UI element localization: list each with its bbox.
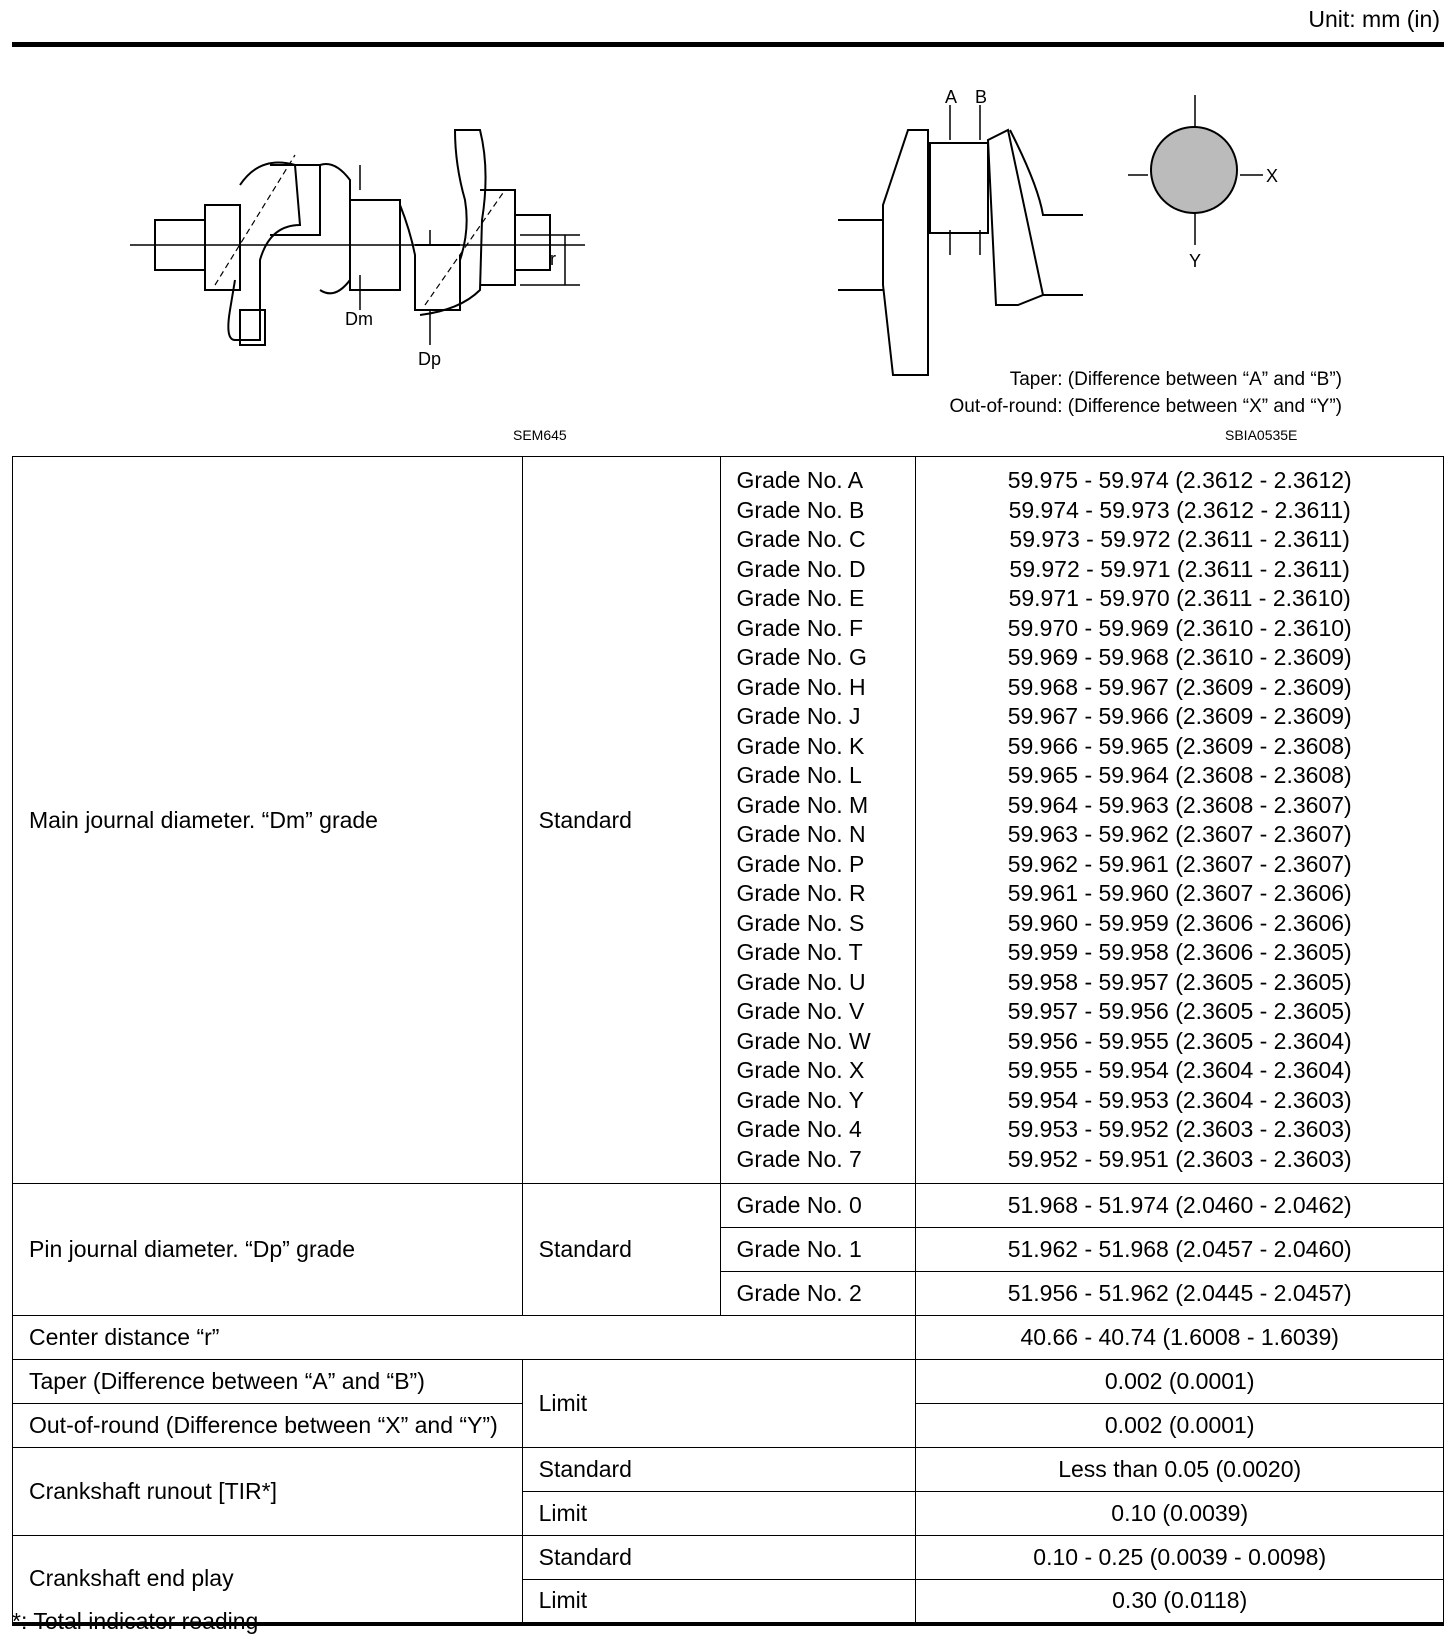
main-grade-label: Grade No. 7 [736,1145,862,1172]
footnote: *: Total indicator reading [12,1608,259,1634]
label-dp: Dp [418,349,442,369]
table-row [13,1316,1444,1360]
main-grade-label: Grade No. D [736,555,866,582]
runout-standard-value: Less than 0.05 (0.0020) [916,1448,1444,1492]
right-figure-caption: SBIA0535E [1225,427,1298,443]
runout-label: Crankshaft runout [TIR*] [13,1448,523,1536]
main-grade-value: 59.952 - 59.951 (2.3603 - 2.3603) [1007,1145,1352,1172]
note-taper: Taper: (Difference between “A” and “B”) [1009,369,1342,390]
pin-grade-0: Grade No. 0 [720,1184,916,1228]
main-journal-values [916,457,1444,1184]
main-grade-label: Grade No. M [736,791,869,818]
table-row [13,457,1444,1184]
table-row [13,1184,1444,1228]
table-row [13,1360,1444,1404]
center-distance-value: 40.66 - 40.74 (1.6008 - 1.6039) [916,1316,1444,1360]
main-grade-value: 59.971 - 59.970 (2.3611 - 2.3610) [1008,585,1351,611]
taper-label: Taper (Difference between “A” and “B”) [13,1360,523,1404]
out-of-round-value: 0.002 (0.0001) [916,1404,1444,1448]
label-x: X [1266,166,1279,186]
note-out-of-round: Out-of-round: (Difference between “X” and “Y”) [949,396,1342,417]
center-distance-label: Center distance “r” [13,1316,916,1360]
end-play-limit-value: 0.30 (0.0118) [916,1580,1444,1624]
main-grade-label: Grade No. L [736,762,862,788]
pin-grade-1: Grade No. 1 [720,1228,916,1272]
main-grade-value: 59.955 - 59.954 (2.3604 - 2.3604) [1007,1057,1352,1083]
main-grade-label: Grade No. F [736,614,864,641]
crankshaft-diagram [120,110,640,400]
main-grade-label: Grade No. J [736,703,861,729]
main-grade-value: 59.972 - 59.971 (2.3611 - 2.3611) [1009,555,1350,582]
main-grade-value: 59.961 - 59.960 (2.3607 - 2.3606) [1007,880,1352,906]
pin-value-1: 51.962 - 51.968 (2.0457 - 2.0460) [916,1228,1444,1272]
main-grade-label: Grade No. H [736,673,866,700]
pin-value-2: 51.956 - 51.962 (2.0445 - 2.0457) [916,1272,1444,1316]
table-row [13,1536,1444,1580]
crankshaft-spec-table [12,456,1444,1626]
main-grade-label: Grade No. X [736,1057,865,1083]
label-b: B [975,87,988,107]
table-row [13,1448,1444,1492]
taper-oor-limit-label: Limit [522,1360,916,1448]
main-grade-value: 59.962 - 59.961 (2.3607 - 2.3607) [1007,850,1352,877]
main-grade-label: Grade No. E [736,585,865,611]
label-a: A [945,87,958,107]
main-grade-label: Grade No. V [736,998,865,1024]
figure-note [880,366,1342,420]
main-grade-value: 59.953 - 59.952 (2.3603 - 2.3603) [1007,1116,1352,1142]
top-rule [12,42,1444,47]
end-play-standard-label: Standard [522,1536,916,1580]
main-grade-label: Grade No. K [736,732,865,759]
main-grade-value: 59.975 - 59.974 (2.3612 - 2.3612) [1007,467,1352,493]
label-dm: Dm [345,309,373,329]
label-r: r [550,249,556,269]
end-play-limit-label: Limit [522,1580,916,1624]
main-grade-label: Grade No. N [736,821,866,847]
main-grade-label: Grade No. Y [736,1086,864,1113]
main-grade-label: Grade No. R [736,880,866,906]
main-grade-label: Grade No. S [736,909,865,936]
main-grade-value: 59.954 - 59.953 (2.3604 - 2.3603) [1007,1086,1352,1113]
pin-journal-condition: Standard [522,1184,720,1316]
label-y: Y [1189,251,1202,271]
main-grade-value: 59.968 - 59.967 (2.3609 - 2.3609) [1007,673,1352,700]
pin-journal-label: Pin journal diameter. “Dp” grade [13,1184,523,1316]
taper-value: 0.002 (0.0001) [916,1360,1444,1404]
main-grade-value: 59.957 - 59.956 (2.3605 - 2.3605) [1007,998,1352,1024]
main-grade-value: 59.966 - 59.965 (2.3609 - 2.3608) [1007,732,1352,759]
main-journal-label: Main journal diameter. “Dm” grade [13,457,523,1184]
main-grade-label: Grade No. A [736,467,864,493]
unit-label: Unit: mm (in) [1308,6,1440,32]
out-of-round-label: Out-of-round (Difference between “X” and “Y”) [13,1404,523,1448]
main-grade-value: 59.970 - 59.969 (2.3610 - 2.3610) [1007,614,1352,641]
main-grade-value: 59.964 - 59.963 (2.3608 - 2.3607) [1007,791,1352,818]
end-play-standard-value: 0.10 - 0.25 (0.0039 - 0.0098) [916,1536,1444,1580]
main-grade-label: Grade No. C [736,526,866,552]
runout-limit-value: 0.10 (0.0039) [916,1492,1444,1536]
main-grade-value: 59.963 - 59.962 (2.3607 - 2.3607) [1007,821,1352,847]
main-grade-label: Grade No. B [736,496,865,523]
main-grade-value: 59.967 - 59.966 (2.3609 - 2.3609) [1007,703,1352,729]
main-journal-grades [720,457,916,1184]
main-journal-condition: Standard [522,457,720,1184]
main-grade-label: Grade No. U [736,968,866,995]
left-figure-caption: SEM645 [513,427,567,443]
main-grade-value: 59.959 - 59.958 (2.3606 - 2.3605) [1007,939,1352,965]
main-grade-value: 59.973 - 59.972 (2.3611 - 2.3611) [1009,526,1350,552]
runout-standard-label: Standard [522,1448,916,1492]
end-play-label: Crankshaft end play [13,1536,523,1624]
main-grade-label: Grade No. 4 [736,1116,862,1142]
main-grade-label: Grade No. G [736,644,867,670]
main-grade-label: Grade No. P [736,850,865,877]
main-grade-value: 59.956 - 59.955 (2.3605 - 2.3604) [1007,1027,1352,1054]
pin-value-0: 51.968 - 51.974 (2.0460 - 2.0462) [916,1184,1444,1228]
main-grade-value: 59.974 - 59.973 (2.3612 - 2.3611) [1008,496,1351,523]
main-grade-label: Grade No. W [736,1027,871,1054]
main-grade-value: 59.969 - 59.968 (2.3610 - 2.3609) [1007,644,1352,670]
pin-grade-2: Grade No. 2 [720,1272,916,1316]
runout-limit-label: Limit [522,1492,916,1536]
main-grade-label: Grade No. T [736,939,863,965]
main-grade-value: 59.958 - 59.957 (2.3605 - 2.3605) [1007,968,1352,995]
main-grade-value: 59.960 - 59.959 (2.3606 - 2.3606) [1007,909,1352,936]
journal-measurement-diagram [838,85,1298,385]
main-grade-value: 59.965 - 59.964 (2.3608 - 2.3608) [1007,762,1352,788]
